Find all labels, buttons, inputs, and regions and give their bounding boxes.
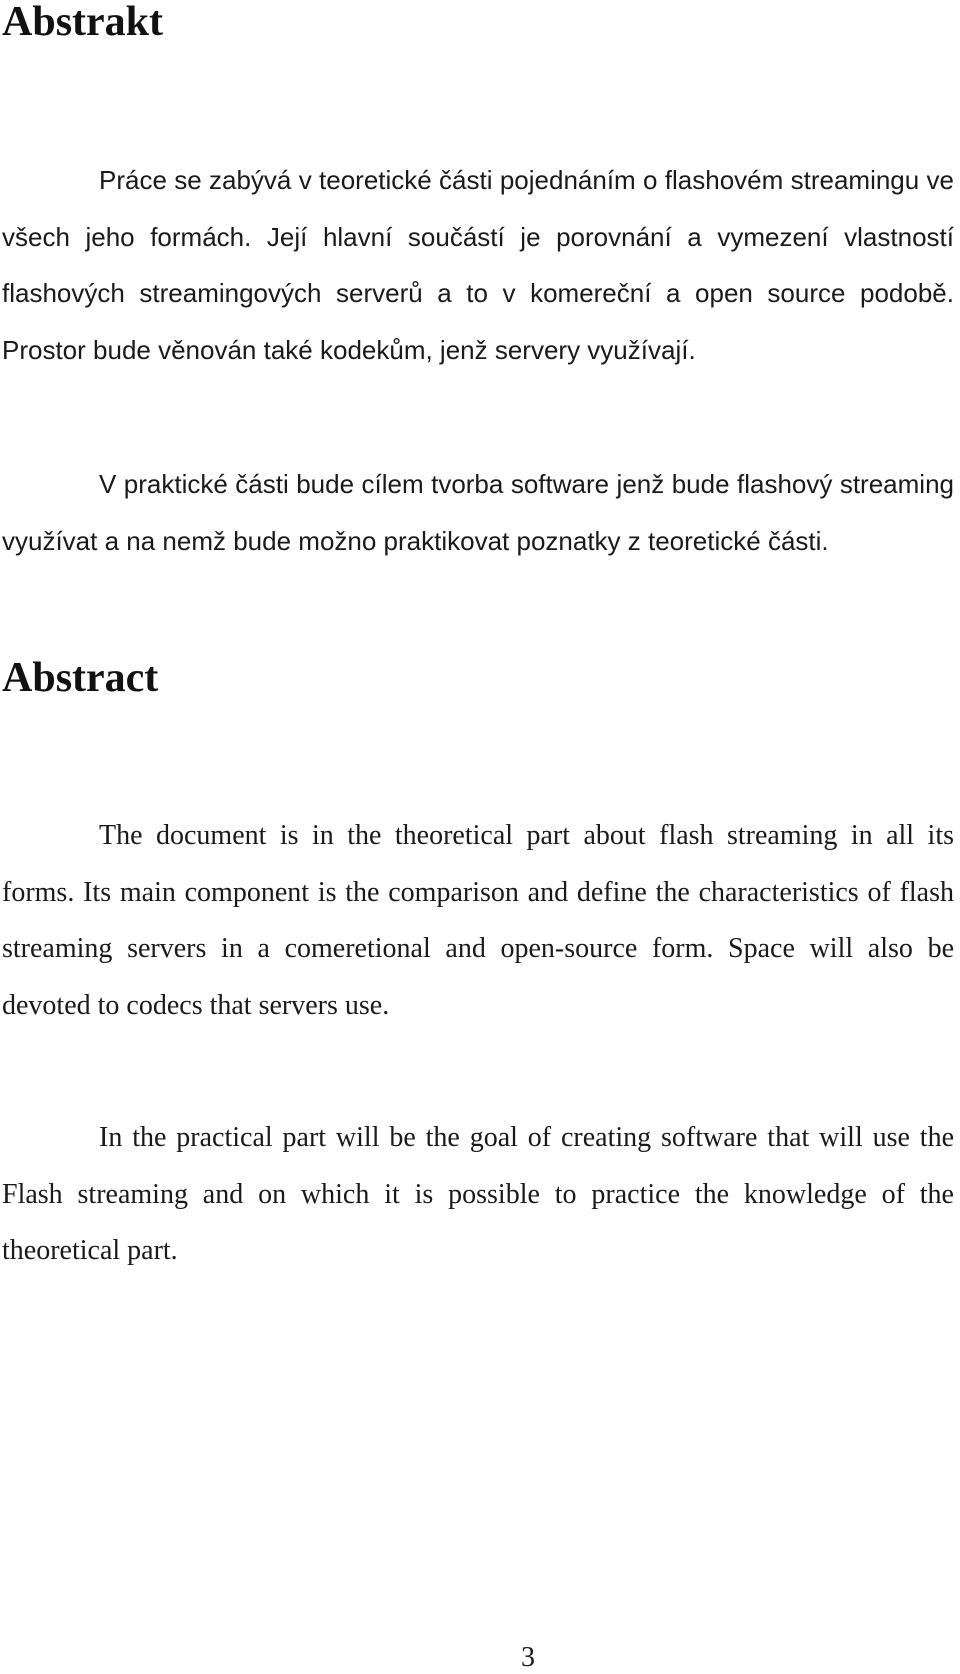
paragraph-cz-2: V praktické části bude cílem tvorba software jenž bude flashový streaming využívat a na nemž bude možno praktikovat poznatky z teoretické části. <box>2 469 954 556</box>
heading-abstrakt: Abstrakt <box>2 0 164 45</box>
heading-abstract: Abstract <box>2 655 159 701</box>
paragraph-en-1: The document is in the theoretical part about flash streaming in all its forms. Its main component is the comparison and define the characteristics of flash streaming servers in a comeretional and open-source form. Space will also be devoted to codecs that servers use. <box>2 820 954 1021</box>
page-number: 3 <box>521 1642 535 1673</box>
paragraph-en-2: In the practical part will be the goal of creating software that will use the Flash streaming and on which it is possible to practice the knowledge of the theoretical part. <box>2 1122 954 1266</box>
paragraph-cz-1: Práce se zabývá v teoretické části pojednáním o flashovém streamingu ve všech jeho formách. Její hlavní součástí je porovnání a vymezení vlastností flashových streamingových serverů a to v komereční a open source podobě. Prostor bude věnován také kodekům, jenž servery využívají. <box>2 165 954 366</box>
